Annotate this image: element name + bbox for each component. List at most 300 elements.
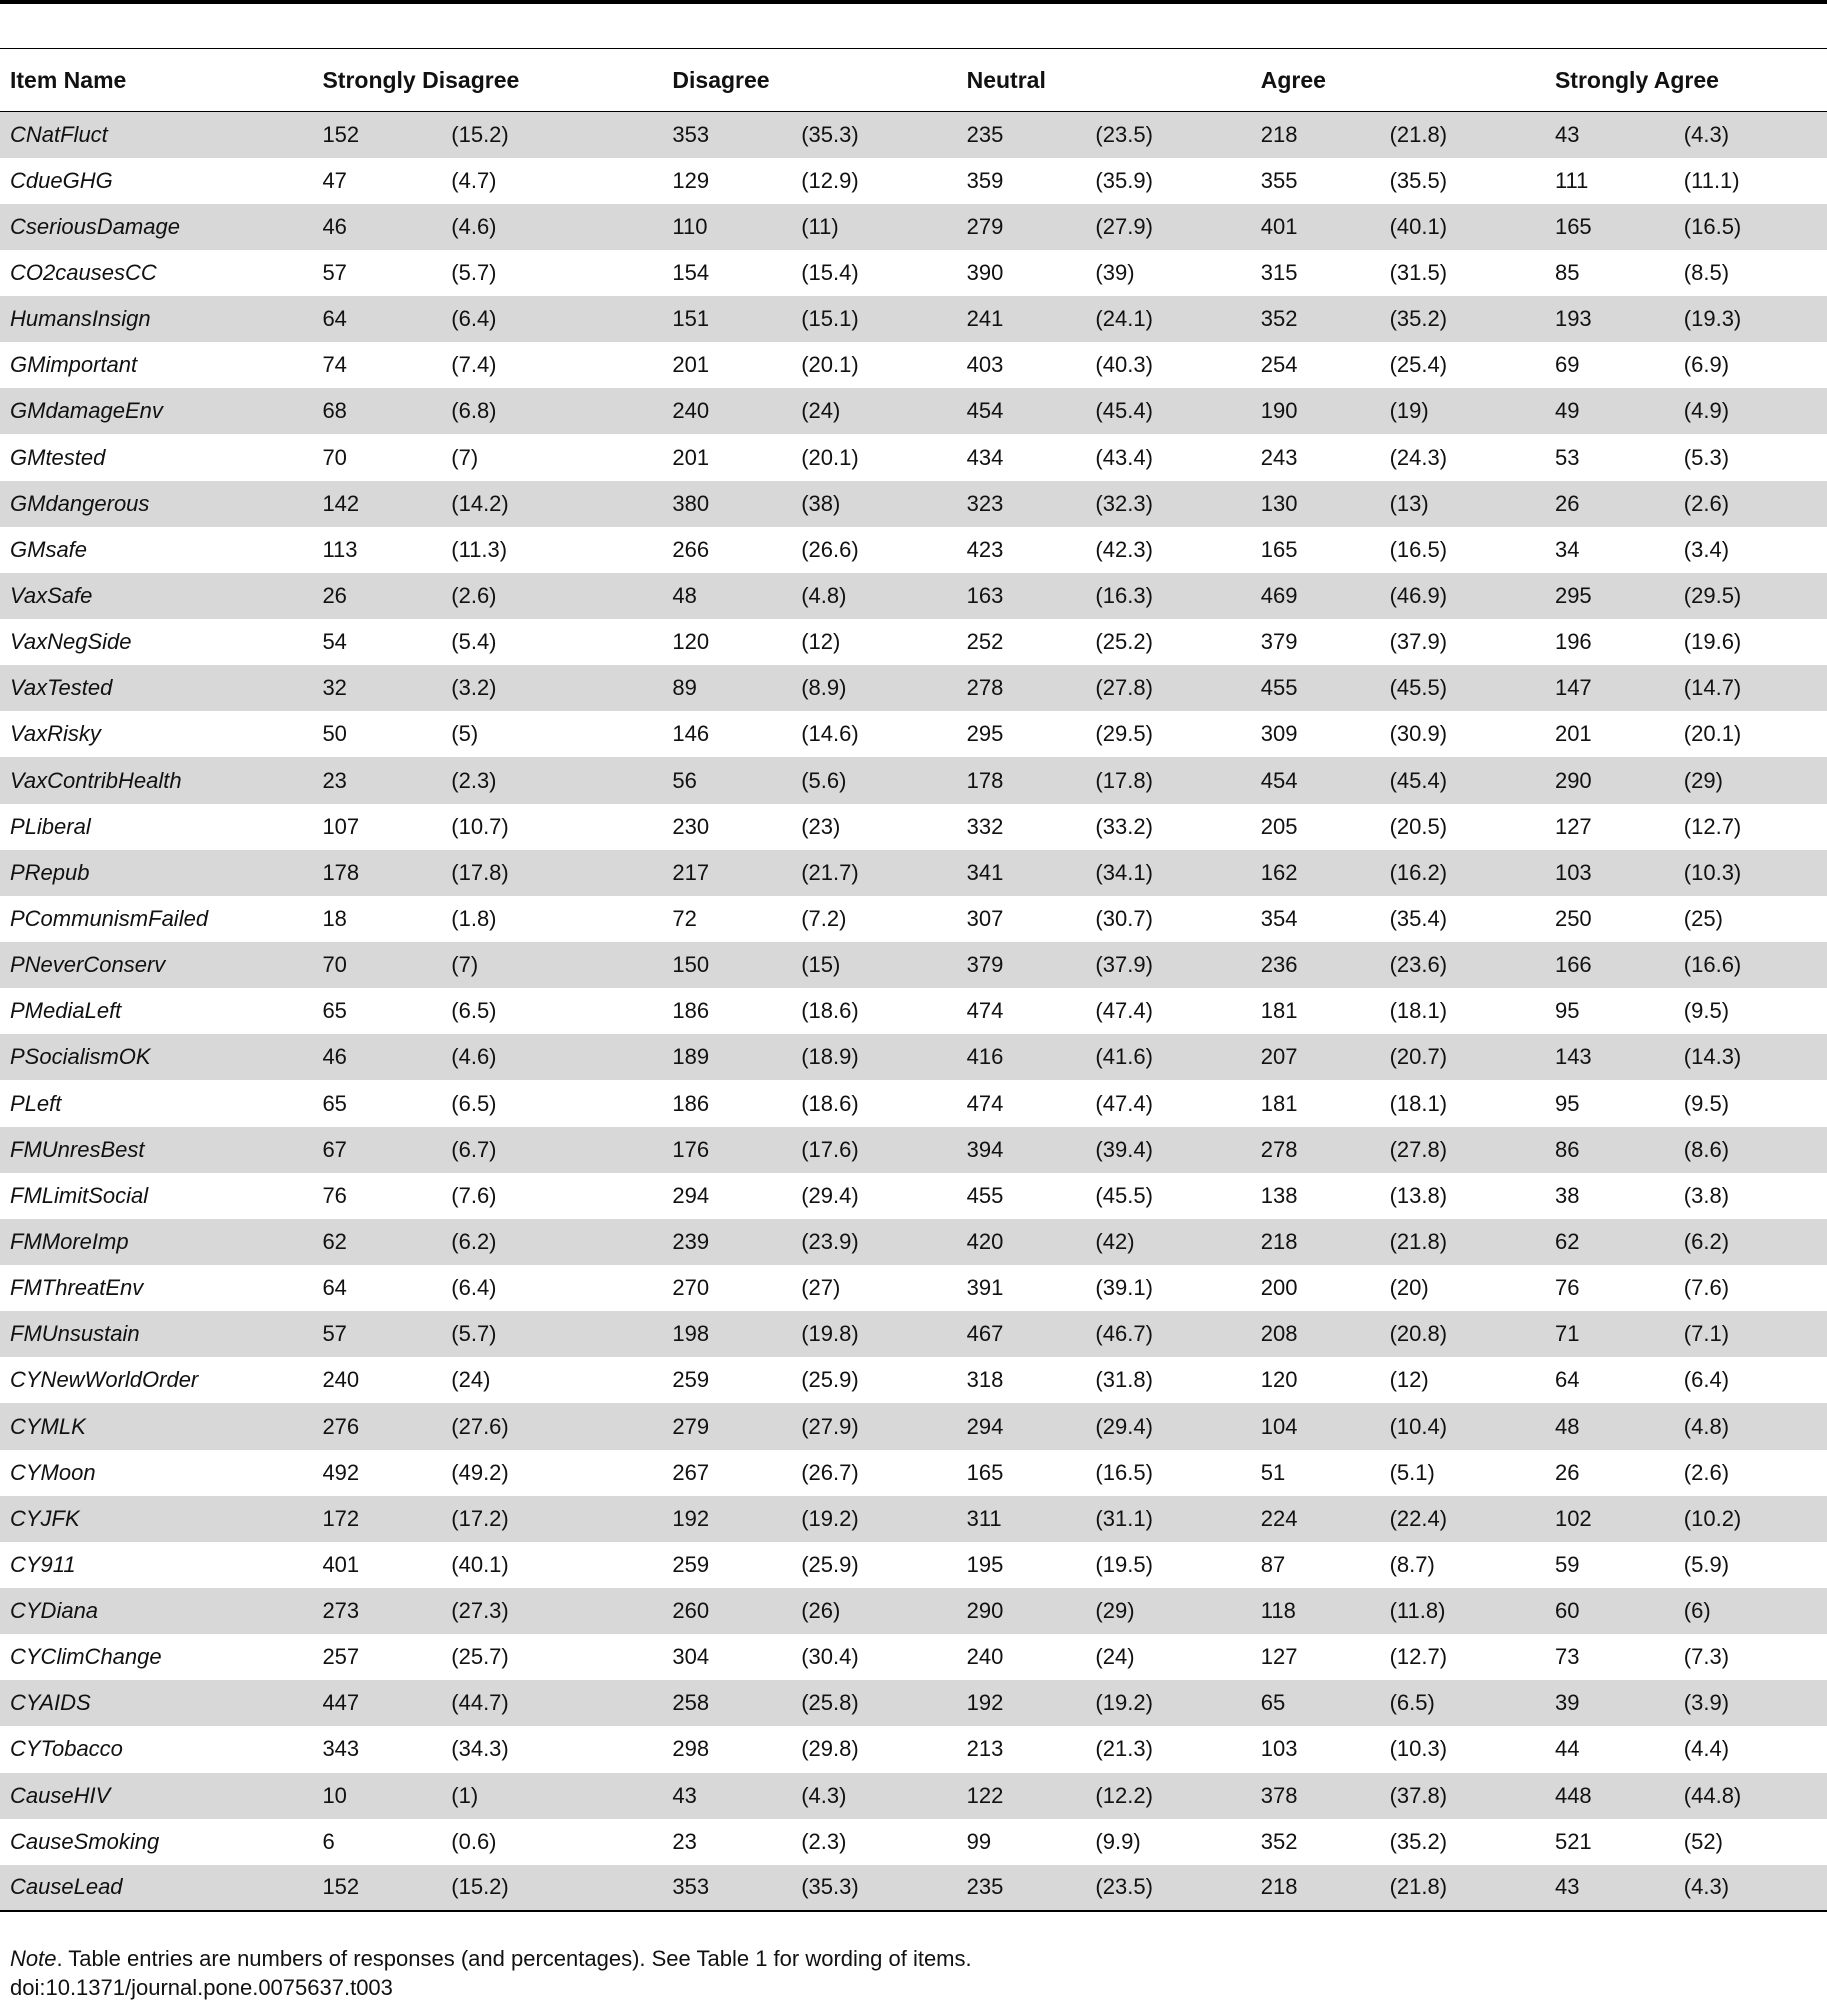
count-cell: 290 [1545, 757, 1674, 803]
percent-cell: (2.6) [441, 573, 662, 619]
percent-cell: (52) [1683, 1828, 1723, 1854]
percent-cell: (37.8) [1380, 1773, 1545, 1819]
count-cell: 190 [1251, 388, 1380, 434]
count-cell: 10 [312, 1773, 441, 1819]
count-cell: 278 [957, 665, 1086, 711]
percent-cell: (27.8) [1085, 665, 1250, 711]
count-cell: 34 [1554, 536, 1580, 562]
responses-table-container [0, 48, 1827, 1912]
count-cell: 189 [662, 1034, 791, 1080]
percent-cell: (23.6) [1380, 942, 1545, 988]
table-row [0, 1542, 1827, 1588]
percent-cell: (12) [801, 629, 841, 655]
percent-cell: (45.4) [1085, 388, 1250, 434]
percent-cell: (3.8) [1683, 1182, 1730, 1208]
count-cell: 6 [322, 1828, 335, 1854]
table-row [0, 296, 1827, 342]
percent-cell: (35.3) [791, 112, 956, 158]
count-cell: 76 [322, 1182, 347, 1208]
count-cell: 57 [312, 1311, 441, 1357]
percent-cell: (10.7) [451, 813, 509, 839]
table-row [0, 1080, 1827, 1126]
table-row [0, 1680, 1827, 1726]
percent-cell: (35.2) [1380, 296, 1545, 342]
table-row [0, 250, 1827, 296]
count-cell: 76 [1554, 1275, 1580, 1301]
percent-cell: (30.7) [1095, 905, 1153, 931]
percent-cell: (44.7) [441, 1680, 662, 1726]
count-cell: 241 [957, 296, 1086, 342]
note-line [10, 1944, 972, 1973]
count-cell: 354 [1260, 905, 1298, 931]
table-row [0, 942, 1827, 988]
item-name-cell: PCommunismFailed [10, 905, 209, 931]
percent-cell: (20.1) [1683, 721, 1742, 747]
count-cell: 162 [1251, 850, 1380, 896]
count-cell: 474 [966, 998, 1004, 1024]
percent-cell: (17.6) [791, 1127, 956, 1173]
count-cell: 420 [957, 1219, 1086, 1265]
percent-cell: (14.7) [1674, 665, 1827, 711]
table-row [0, 527, 1827, 573]
item-name-cell: GMdamageEnv [0, 388, 312, 434]
item-name-cell: CY911 [10, 1551, 76, 1577]
count-cell: 71 [1545, 1311, 1674, 1357]
percent-cell: (6.4) [1683, 1367, 1730, 1393]
count-cell: 127 [1260, 1644, 1298, 1670]
percent-cell: (6.5) [451, 998, 497, 1024]
percent-cell: (7.6) [1683, 1275, 1730, 1301]
table-row [0, 112, 1827, 158]
percent-cell: (18.6) [801, 998, 859, 1024]
count-cell: 23 [312, 757, 441, 803]
count-cell: 102 [1545, 1496, 1674, 1542]
percent-cell: (14.2) [441, 481, 662, 527]
percent-cell: (17.8) [1085, 757, 1250, 803]
count-cell: 260 [662, 1588, 791, 1634]
count-cell: 69 [1554, 352, 1580, 378]
count-cell: 50 [322, 721, 347, 747]
count-cell: 138 [1260, 1182, 1298, 1208]
count-cell: 176 [662, 1127, 791, 1173]
count-cell: 201 [672, 352, 710, 378]
table-row [0, 1588, 1827, 1634]
percent-cell: (6.2) [441, 1219, 662, 1265]
item-name-cell: CYMLK [0, 1403, 312, 1449]
percent-cell: (6.9) [1683, 352, 1730, 378]
percent-cell: (23) [801, 813, 841, 839]
count-cell: 298 [672, 1736, 710, 1762]
count-cell: 150 [662, 942, 791, 988]
table-row [0, 388, 1827, 434]
count-cell: 492 [322, 1459, 360, 1485]
percent-cell: (40.3) [1095, 352, 1153, 378]
count-cell: 259 [672, 1551, 710, 1577]
table-row [0, 1773, 1827, 1819]
count-cell: 267 [672, 1459, 710, 1485]
percent-cell: (18.9) [791, 1034, 956, 1080]
table-row [0, 1357, 1827, 1403]
count-cell: 290 [957, 1588, 1086, 1634]
percent-cell: (18.6) [801, 1090, 859, 1116]
count-cell: 85 [1554, 259, 1580, 285]
percent-cell: (17.2) [441, 1496, 662, 1542]
percent-cell: (34.1) [1085, 850, 1250, 896]
count-cell: 341 [957, 850, 1086, 896]
table-row [0, 1219, 1827, 1265]
item-name-cell: PLiberal [10, 813, 91, 839]
percent-cell: (27.6) [441, 1403, 662, 1449]
count-cell: 309 [1260, 721, 1298, 747]
percent-cell: (7.6) [451, 1182, 497, 1208]
doi-line: doi:10.1371/journal.pone.0075637.t003 [10, 1975, 393, 2000]
count-cell: 47 [322, 167, 347, 193]
percent-cell: (1.8) [451, 905, 497, 931]
percent-cell: (16.3) [1085, 573, 1250, 619]
percent-cell: (32.3) [1085, 481, 1250, 527]
percent-cell: (3.9) [1674, 1680, 1827, 1726]
percent-cell: (2.3) [441, 757, 662, 803]
percent-cell: (20) [1389, 1275, 1429, 1301]
percent-cell: (24) [451, 1367, 491, 1393]
percent-cell: (7.3) [1683, 1644, 1730, 1670]
count-cell: 318 [966, 1367, 1004, 1393]
percent-cell: (40.1) [451, 1551, 509, 1577]
table-row [0, 665, 1827, 711]
percent-cell: (19.2) [1085, 1680, 1250, 1726]
count-cell: 43 [662, 1773, 791, 1819]
count-cell: 172 [312, 1496, 441, 1542]
percent-cell: (17.8) [441, 850, 662, 896]
header-row [0, 49, 1827, 112]
percent-cell: (18.1) [1389, 998, 1448, 1024]
table-row [0, 1173, 1827, 1219]
percent-cell: (12) [1389, 1367, 1429, 1393]
table-row [0, 481, 1827, 527]
count-cell: 89 [662, 665, 791, 711]
count-cell: 434 [966, 444, 1004, 470]
table-notes [10, 1944, 972, 2002]
count-cell: 65 [322, 1090, 347, 1116]
percent-cell: (25.8) [791, 1680, 956, 1726]
count-cell: 165 [1545, 204, 1674, 250]
percent-cell: (16.5) [1389, 536, 1448, 562]
count-cell: 43 [1545, 112, 1674, 158]
percent-cell: (4.4) [1683, 1736, 1730, 1762]
percent-cell: (40.1) [1380, 204, 1545, 250]
count-cell: 186 [672, 998, 710, 1024]
percent-cell: (21.3) [1095, 1736, 1153, 1762]
item-name-cell: CYClimChange [10, 1644, 162, 1670]
percent-cell: (16.2) [1380, 850, 1545, 896]
item-name-cell: PSocialismOK [0, 1034, 312, 1080]
percent-cell: (35.4) [1389, 905, 1448, 931]
table-row [0, 1450, 1827, 1496]
count-cell: 53 [1554, 444, 1580, 470]
count-cell: 146 [672, 721, 710, 747]
count-cell: 178 [312, 850, 441, 896]
percent-cell: (23.5) [1085, 1865, 1250, 1911]
count-cell: 218 [1251, 112, 1380, 158]
percent-cell: (7) [451, 444, 479, 470]
percent-cell: (37.9) [1389, 629, 1448, 655]
percent-cell: (29.5) [1674, 573, 1827, 619]
table-row [0, 988, 1827, 1034]
count-cell: 250 [1554, 905, 1592, 931]
percent-cell: (21.8) [1380, 1219, 1545, 1265]
percent-cell: (35.2) [1389, 1828, 1448, 1854]
count-cell: 315 [1260, 259, 1298, 285]
percent-cell: (8.5) [1683, 259, 1730, 285]
count-cell: 62 [312, 1219, 441, 1265]
percent-cell: (13.8) [1389, 1182, 1448, 1208]
table-row [0, 896, 1827, 942]
percent-cell: (31.8) [1095, 1367, 1153, 1393]
percent-cell: (29.8) [801, 1736, 859, 1762]
percent-cell: (4.8) [791, 573, 956, 619]
item-name-cell: CYTobacco [10, 1736, 123, 1762]
percent-cell: (21.8) [1380, 112, 1545, 158]
percent-cell: (22.4) [1380, 1496, 1545, 1542]
count-cell: 474 [966, 1090, 1004, 1116]
count-cell: 196 [1554, 629, 1592, 655]
percent-cell: (39) [1095, 259, 1135, 285]
percent-cell: (7) [441, 942, 662, 988]
percent-cell: (12.2) [1085, 1773, 1250, 1819]
percent-cell: (8.7) [1389, 1551, 1435, 1577]
percent-cell: (31.5) [1389, 259, 1448, 285]
percent-cell: (42) [1085, 1219, 1250, 1265]
item-name-cell: CO2causesCC [10, 259, 157, 285]
count-cell: 147 [1545, 665, 1674, 711]
table-row [0, 1403, 1827, 1449]
table-row [0, 1265, 1827, 1311]
percent-cell: (27.8) [1380, 1127, 1545, 1173]
percent-cell: (5) [451, 721, 479, 747]
count-cell: 181 [1260, 1090, 1298, 1116]
table-row [0, 619, 1827, 665]
header-strongly-agree: Strongly Agree [1545, 49, 1827, 112]
count-cell: 352 [1260, 1828, 1298, 1854]
item-name-cell: CYDiana [0, 1588, 312, 1634]
count-cell: 165 [966, 1459, 1004, 1485]
count-cell: 65 [322, 998, 347, 1024]
table-row [0, 1034, 1827, 1080]
percent-cell: (15) [791, 942, 956, 988]
percent-cell: (46.9) [1380, 573, 1545, 619]
count-cell: 254 [1260, 352, 1298, 378]
count-cell: 252 [966, 629, 1004, 655]
count-cell: 26 [1545, 481, 1674, 527]
count-cell: 163 [957, 573, 1086, 619]
table-row [0, 1127, 1827, 1173]
count-cell: 201 [1554, 721, 1592, 747]
count-cell: 103 [1545, 850, 1674, 896]
item-name-cell: GMdangerous [0, 481, 312, 527]
count-cell: 423 [966, 536, 1004, 562]
item-name-cell: VaxTested [0, 665, 312, 711]
percent-cell: (7.1) [1674, 1311, 1827, 1357]
header-item-name: Item Name [0, 49, 312, 112]
count-cell: 378 [1251, 1773, 1380, 1819]
percent-cell: (12.7) [1389, 1644, 1448, 1670]
item-name-cell: HumansInsign [0, 296, 312, 342]
item-name-cell: CseriousDamage [0, 204, 312, 250]
percent-cell: (0.6) [451, 1828, 497, 1854]
percent-cell: (4.3) [1674, 1865, 1827, 1911]
count-cell: 59 [1554, 1551, 1580, 1577]
percent-cell: (19.6) [1683, 629, 1742, 655]
count-cell: 152 [312, 112, 441, 158]
percent-cell: (25.9) [801, 1367, 859, 1393]
count-cell: 95 [1554, 1090, 1580, 1116]
count-cell: 118 [1251, 1588, 1380, 1634]
count-cell: 111 [1554, 167, 1589, 193]
item-name-cell: VaxSafe [0, 573, 312, 619]
percent-cell: (42.3) [1095, 536, 1153, 562]
count-cell: 208 [1251, 1311, 1380, 1357]
percent-cell: (16.6) [1674, 942, 1827, 988]
percent-cell: (45.5) [1095, 1182, 1153, 1208]
count-cell: 107 [322, 813, 360, 839]
count-cell: 192 [662, 1496, 791, 1542]
count-cell: 26 [312, 573, 441, 619]
percent-cell: (4.8) [1674, 1403, 1827, 1449]
count-cell: 70 [322, 444, 347, 470]
count-cell: 332 [966, 813, 1004, 839]
item-name-cell: GMimportant [10, 352, 138, 378]
percent-cell: (19.3) [1674, 296, 1827, 342]
count-cell: 57 [322, 259, 347, 285]
count-cell: 416 [957, 1034, 1086, 1080]
count-cell: 207 [1251, 1034, 1380, 1080]
count-cell: 236 [1251, 942, 1380, 988]
percent-cell: (26.7) [801, 1459, 859, 1485]
count-cell: 311 [957, 1496, 1086, 1542]
count-cell: 240 [322, 1367, 360, 1393]
count-cell: 323 [957, 481, 1086, 527]
count-cell: 235 [957, 112, 1086, 158]
percent-cell: (6.7) [441, 1127, 662, 1173]
percent-cell: (29.5) [1095, 721, 1153, 747]
item-name-cell: FMUnresBest [0, 1127, 312, 1173]
percent-cell: (7.4) [451, 352, 497, 378]
count-cell: 243 [1260, 444, 1298, 470]
item-name-cell: FMUnsustain [0, 1311, 312, 1357]
count-cell: 240 [966, 1644, 1004, 1670]
percent-cell: (20.5) [1389, 813, 1448, 839]
percent-cell: (29) [1085, 1588, 1250, 1634]
percent-cell: (5.4) [451, 629, 497, 655]
count-cell: 259 [672, 1367, 710, 1393]
item-name-cell: GMsafe [10, 536, 88, 562]
count-cell: 258 [662, 1680, 791, 1726]
percent-cell: (25.7) [451, 1644, 509, 1670]
percent-cell: (5.7) [451, 259, 497, 285]
percent-cell: (19.5) [1095, 1551, 1153, 1577]
count-cell: 455 [1251, 665, 1380, 711]
item-name-cell: VaxRisky [10, 721, 101, 747]
percent-cell: (23.5) [1085, 112, 1250, 158]
count-cell: 152 [312, 1865, 441, 1911]
table-row [0, 711, 1827, 757]
header-disagree: Disagree [662, 49, 956, 112]
percent-cell: (45.4) [1380, 757, 1545, 803]
count-cell: 394 [957, 1127, 1086, 1173]
percent-cell: (9.5) [1683, 998, 1730, 1024]
note-label: Note [10, 1946, 57, 1971]
percent-cell: (11.1) [1683, 167, 1740, 193]
item-name-cell: PRepub [0, 850, 312, 896]
count-cell: 103 [1260, 1736, 1298, 1762]
count-cell: 51 [1260, 1459, 1286, 1485]
percent-cell: (6.4) [451, 1275, 497, 1301]
count-cell: 86 [1545, 1127, 1674, 1173]
count-cell: 186 [672, 1090, 710, 1116]
percent-cell: (2.6) [1674, 481, 1827, 527]
percent-cell: (39.1) [1095, 1275, 1153, 1301]
count-cell: 44 [1554, 1736, 1580, 1762]
table-row [0, 1311, 1827, 1357]
count-cell: 154 [672, 259, 710, 285]
count-cell: 239 [662, 1219, 791, 1265]
table-row [0, 1819, 1827, 1865]
percent-cell: (23.9) [791, 1219, 956, 1265]
item-name-cell: CYAIDS [0, 1680, 312, 1726]
count-cell: 447 [312, 1680, 441, 1726]
percent-cell: (29) [1674, 757, 1827, 803]
table-row [0, 573, 1827, 619]
percent-cell: (19.8) [791, 1311, 956, 1357]
item-name-cell: CauseHIV [0, 1773, 312, 1819]
count-cell: 64 [312, 296, 441, 342]
percent-cell: (43.4) [1095, 444, 1153, 470]
percent-cell: (6.4) [441, 296, 662, 342]
table-row [0, 434, 1827, 480]
count-cell: 295 [966, 721, 1004, 747]
percent-cell: (35.5) [1389, 167, 1448, 193]
table-row [0, 804, 1827, 850]
count-cell: 454 [957, 388, 1086, 434]
count-cell: 352 [1251, 296, 1380, 342]
percent-cell: (24.1) [1085, 296, 1250, 342]
count-cell: 74 [322, 352, 347, 378]
percent-cell: (4.7) [451, 167, 497, 193]
count-cell: 129 [672, 167, 710, 193]
count-cell: 43 [1545, 1865, 1674, 1911]
table-body [0, 112, 1827, 1911]
count-cell: 359 [966, 167, 1004, 193]
count-cell: 240 [662, 388, 791, 434]
percent-cell: (25.4) [1389, 352, 1448, 378]
percent-cell: (19.2) [791, 1496, 956, 1542]
table-row [0, 1496, 1827, 1542]
percent-cell: (4.3) [1674, 112, 1827, 158]
count-cell: 26 [1554, 1459, 1580, 1485]
count-cell: 130 [1251, 481, 1380, 527]
count-cell: 379 [1260, 629, 1298, 655]
item-name-cell: CYMoon [10, 1459, 96, 1485]
percent-cell: (12.7) [1683, 813, 1742, 839]
percent-cell: (4.6) [441, 204, 662, 250]
table-row [0, 850, 1827, 896]
count-cell: 73 [1554, 1644, 1580, 1670]
item-name-cell: VaxNegSide [10, 629, 132, 655]
percent-cell: (10.3) [1674, 850, 1827, 896]
percent-cell: (15.2) [441, 1865, 662, 1911]
responses-table [0, 48, 1827, 1912]
count-cell: 99 [966, 1828, 992, 1854]
